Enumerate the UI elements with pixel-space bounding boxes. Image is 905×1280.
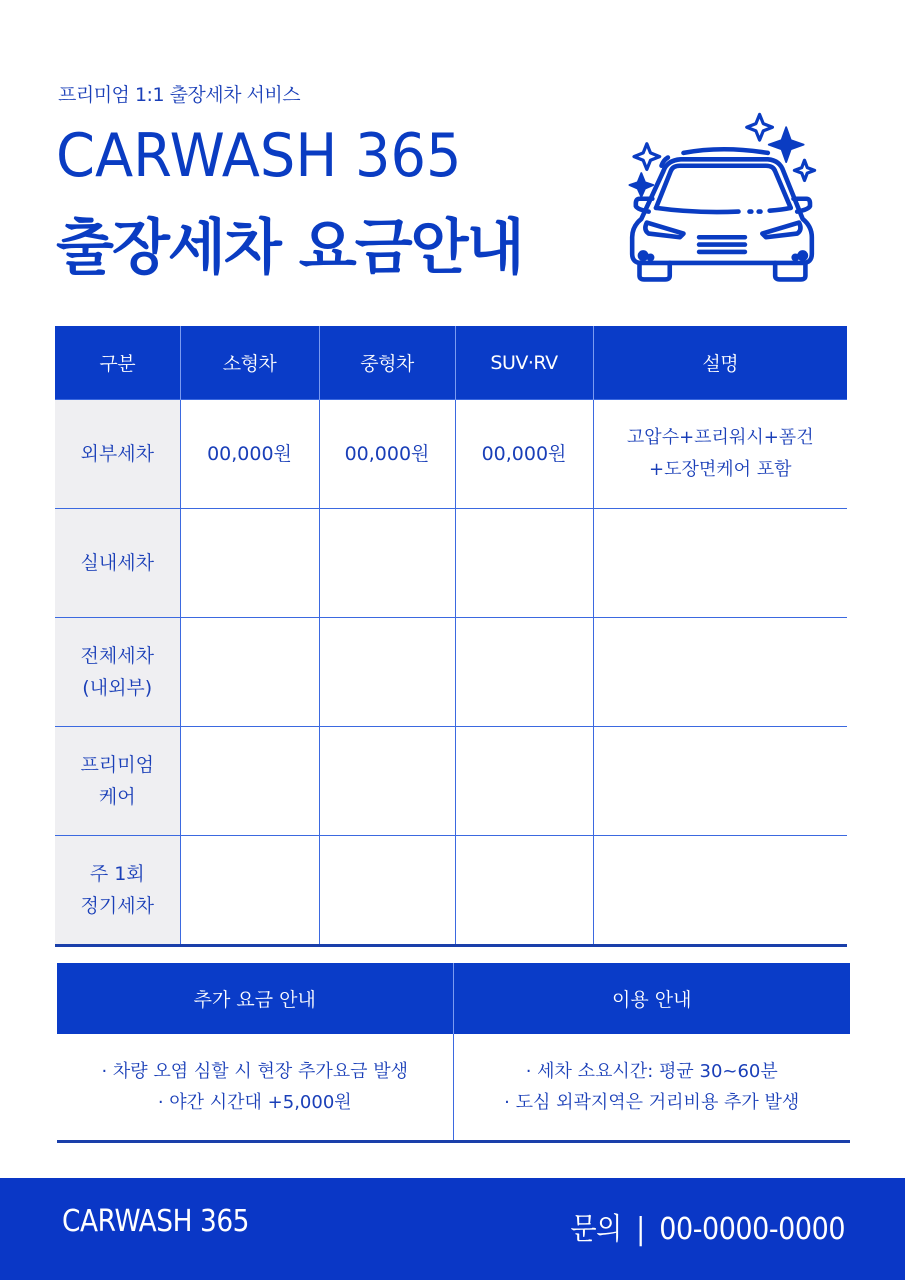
row-label: 전체세차 (내외부) — [55, 618, 180, 727]
row-label: 실내세차 — [55, 509, 180, 618]
price-small — [180, 836, 319, 946]
separator: | — [636, 1212, 645, 1247]
table-row — [55, 836, 847, 946]
row-description — [593, 836, 847, 946]
price-mid: 00,000원 — [319, 400, 455, 509]
phone-number: 00-0000-0000 — [659, 1212, 845, 1247]
page-headline: 출장세차 요금안내 — [56, 213, 523, 283]
footer — [0, 1178, 905, 1280]
column-header-small: 소형차 — [180, 326, 319, 400]
brand-title: CARWASH 365 — [56, 121, 462, 191]
price-table-header — [55, 326, 847, 400]
row-description — [593, 509, 847, 618]
list-item: · 도심 외곽지역은 거리비용 추가 발생 — [504, 1092, 800, 1113]
info-table — [57, 963, 850, 1143]
price-suv — [455, 618, 593, 727]
row-label: 프리미엄 케어 — [55, 727, 180, 836]
footer-brand: CARWASH 365 — [62, 1204, 250, 1239]
price-mid — [319, 727, 455, 836]
column-header-description: 설명 — [593, 326, 847, 400]
extra-fee-list — [57, 1034, 453, 1142]
price-small — [180, 727, 319, 836]
service-subtitle: 프리미엄 1:1 출장세차 서비스 — [58, 84, 301, 106]
price-mid — [319, 509, 455, 618]
row-description — [593, 727, 847, 836]
table-row — [55, 618, 847, 727]
usage-list — [453, 1034, 850, 1142]
column-header-mid: 중형차 — [319, 326, 455, 400]
row-label: 주 1회 정기세차 — [55, 836, 180, 946]
column-header-category: 구분 — [55, 326, 180, 400]
table-row — [55, 400, 847, 509]
sparkling-car-icon — [612, 98, 832, 294]
usage-header: 이용 안내 — [453, 963, 850, 1034]
price-suv: 00,000원 — [455, 400, 593, 509]
contact-label: 문의 — [570, 1212, 622, 1247]
list-item: · 세차 소요시간: 평균 30~60분 — [525, 1061, 778, 1082]
row-label: 외부세차 — [55, 400, 180, 509]
price-mid — [319, 618, 455, 727]
price-suv — [455, 509, 593, 618]
price-small — [180, 509, 319, 618]
price-small: 00,000원 — [180, 400, 319, 509]
footer-contact — [570, 1204, 845, 1248]
row-description: 고압수+프리워시+폼건 +도장면케어 포함 — [593, 400, 847, 509]
list-item: · 차량 오염 심할 시 현장 추가요금 발생 — [101, 1061, 409, 1082]
price-small — [180, 618, 319, 727]
column-header-suv: SUV·RV — [455, 326, 593, 400]
price-suv — [455, 727, 593, 836]
row-description — [593, 618, 847, 727]
table-row — [55, 509, 847, 618]
table-row — [55, 727, 847, 836]
extra-fee-header: 추가 요금 안내 — [57, 963, 453, 1034]
price-suv — [455, 836, 593, 946]
list-item: · 야간 시간대 +5,000원 — [157, 1092, 352, 1113]
price-table — [55, 326, 847, 947]
price-mid — [319, 836, 455, 946]
